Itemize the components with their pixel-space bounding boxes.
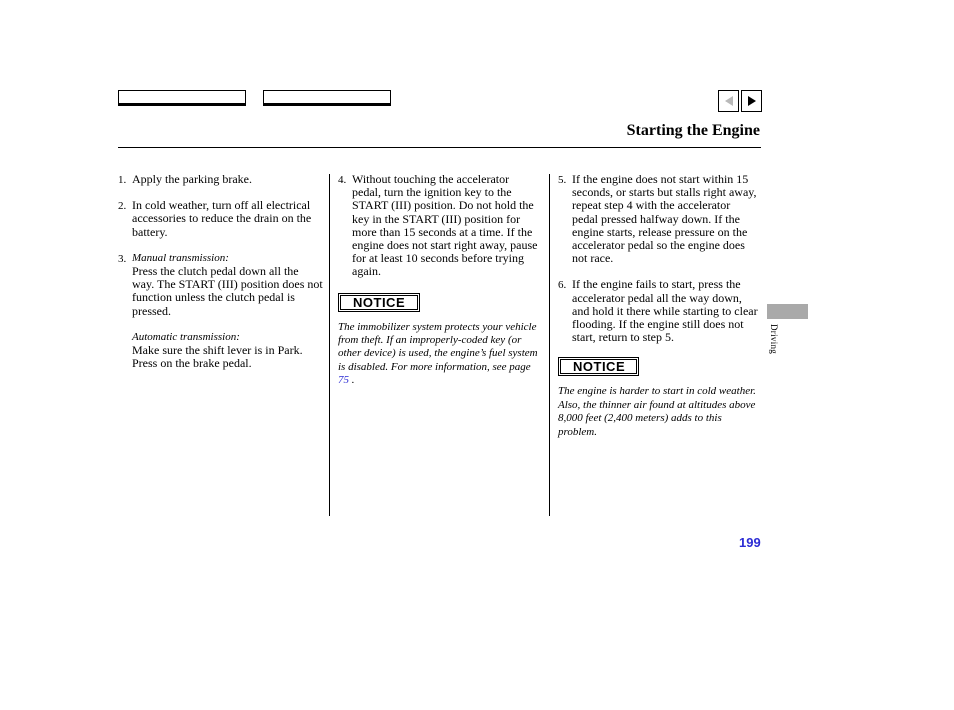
section-tab[interactable] <box>767 304 808 319</box>
manual-transmission-text: Press the clutch pedal down all the way. The START (III) position does not function unless the clutch pedal is pressed. <box>132 264 323 318</box>
notice-label: NOTICE <box>340 295 418 310</box>
notice-box <box>338 293 538 312</box>
notice-badge <box>338 293 420 312</box>
notice-end: . <box>351 374 355 387</box>
step-number: 4. <box>338 174 347 186</box>
nav-index-button[interactable] <box>263 90 391 106</box>
step-6 <box>558 278 758 344</box>
step-number: 2. <box>118 200 127 213</box>
column-right <box>558 173 758 439</box>
step-2 <box>118 199 323 239</box>
notice-badge <box>558 357 639 376</box>
step-number: 6. <box>558 279 567 292</box>
column-middle <box>338 173 538 388</box>
notice-text <box>338 321 538 388</box>
step-4 <box>338 173 538 279</box>
next-page-button[interactable] <box>741 90 762 112</box>
step-text: Without touching the accelerator pedal, turn the ignition key to the START (III) position. Do not hold the key in the START (III) position for more than 15 seconds at a time. If the engine does not start right away, pause for at least 10 seconds before trying again. <box>352 172 538 279</box>
column-divider <box>549 174 550 516</box>
manual-transmission-label: Manual transmission: <box>132 251 229 264</box>
step-number: 3. <box>118 252 127 265</box>
step-1 <box>118 173 323 186</box>
step-text: In cold weather, turn off all electrical accessories to reduce the drain on the battery. <box>132 198 312 239</box>
notice-text: The engine is harder to start in cold weather. Also, the thinner air found at altitudes above 8,000 feet (2,400 meters) adds to this problem. <box>558 385 756 438</box>
notice-box <box>558 357 758 376</box>
arrow-right-icon <box>748 96 756 106</box>
nav-contents-button[interactable] <box>118 90 246 106</box>
step-number: 1. <box>118 174 127 186</box>
page-link[interactable]: 75 <box>338 374 349 387</box>
automatic-transmission-text: Make sure the shift lever is in Park. Press on the brake pedal. <box>132 343 303 371</box>
arrow-left-icon <box>725 96 733 106</box>
automatic-transmission-label: Automatic transmission: <box>132 330 240 343</box>
notice-body: The immobilizer system protects your vehicle from theft. If an improperly-coded key (or other device) is used, the engine’s fuel system is disabled. For more information, see page <box>338 320 538 373</box>
step-text: Apply the parking brake. <box>132 172 252 186</box>
title-rule <box>118 147 761 148</box>
column-divider <box>329 174 330 516</box>
step-text: If the engine fails to start, press the accelerator pedal all the way down, and hold it there while starting to clear flooding. If the engine still does not start, return to step 5. <box>572 277 758 345</box>
step-3 <box>118 252 323 371</box>
column-left <box>118 173 323 370</box>
step-5 <box>558 173 758 265</box>
page-title: Starting the Engine <box>626 122 760 139</box>
page-number: 199 <box>739 535 761 550</box>
step-number: 5. <box>558 174 567 186</box>
section-label: Driving <box>769 324 779 355</box>
notice-label: NOTICE <box>560 359 637 374</box>
step-text: If the engine does not start within 15 seconds, or starts but stalls right away, repeat step 4 with the accelerator pedal pressed halfway down. If the engine starts, release pressure on the accelerator pedal so the engine does not race. <box>572 172 757 266</box>
previous-page-button[interactable] <box>718 90 739 112</box>
